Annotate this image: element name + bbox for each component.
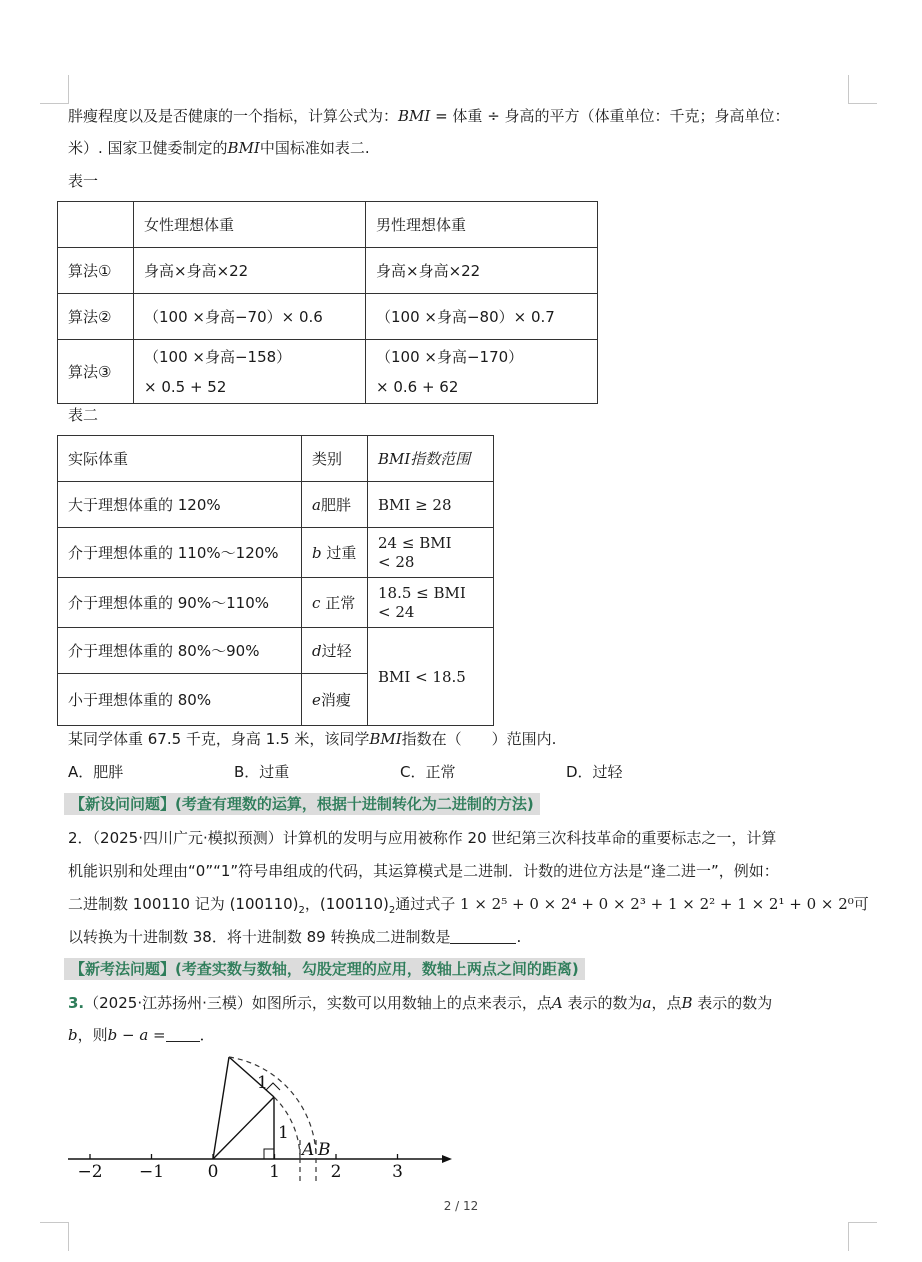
section-heading: 【新考法问题】(考查实数与数轴，勾股定理的应用，数轴上两点之间的距离)	[64, 958, 585, 980]
table-cell: 算法②	[58, 294, 134, 340]
option-c: C．正常	[400, 763, 456, 781]
hypotenuse-line	[213, 1097, 274, 1159]
label-top-leg: 1	[257, 1073, 268, 1093]
table-cell: 介于理想体重的 90%～110%	[58, 578, 302, 628]
intro-line-1: 胖瘦程度以及是否健康的一个指标，计算公式为：BMI = 体重 ÷ 身高的平方（体重单位：千克；身高单位：	[68, 107, 790, 125]
section-heading: 【新设问问题】(考查有理数的运算，根据十进制转化为二进制的方法)	[64, 793, 540, 815]
tick-label: −1	[138, 1162, 165, 1182]
question-3-line-1: 3.（2025·江苏扬州·三模）如图所示，实数可以用数轴上的点来表示，点A 表示的数为a，点B 表示的数为	[68, 994, 773, 1012]
table-cell: （100 ×身高−158） × 0.5 + 52	[134, 340, 366, 404]
table-cell: 实际体重	[58, 436, 302, 482]
table1-label: 表一	[68, 172, 99, 190]
table-cell: 18.5 ≤ BMI < 24	[368, 578, 494, 628]
long-hypotenuse-line	[213, 1057, 229, 1159]
question-2-line-3: 二进制数 100110 记为 $(100110)_2$，$(100110)_2$通过式子 1 × 2⁵ + 0 × 2⁴ + 0 × 2³ + 1 × 2² + 1 × 2¹ + 0 × 2⁰可	[68, 895, 869, 916]
table2-label: 表二	[68, 406, 99, 424]
tick-label: 2	[330, 1162, 342, 1182]
tick-label: −2	[77, 1162, 103, 1182]
table-cell: （100 ×身高−170） × 0.6 + 62	[366, 340, 598, 404]
right-angle-mark	[264, 1149, 274, 1159]
option-d: D．过轻	[566, 763, 623, 781]
option-b: B．过重	[234, 763, 290, 781]
table-cell: 小于理想体重的 80%	[58, 674, 302, 726]
label-point-b: B	[318, 1140, 331, 1160]
table-cell: e消瘦	[302, 674, 368, 726]
intro-line-2: 米）. 国家卫健委制定的BMI中国标准如表二.	[68, 139, 370, 157]
label-side-leg: 1	[278, 1123, 289, 1143]
right-angle-mark	[266, 1083, 280, 1090]
axis-arrow	[442, 1155, 452, 1163]
table-cell: 算法③	[58, 340, 134, 404]
table-cell: d过轻	[302, 628, 368, 674]
table-cell: 身高×身高×22	[134, 248, 366, 294]
table-cell: 身高×身高×22	[366, 248, 598, 294]
table-cell: 算法①	[58, 248, 134, 294]
table-cell: 24 ≤ BMI < 28	[368, 528, 494, 578]
table-cell: （100 ×身高−80）× 0.7	[366, 294, 598, 340]
table-cell: BMI指数范围	[368, 436, 494, 482]
table-cell: b 过重	[302, 528, 368, 578]
table-cell: （100 ×身高−70）× 0.6	[134, 294, 366, 340]
table-cell: 类别	[302, 436, 368, 482]
table-cell: 大于理想体重的 120%	[58, 482, 302, 528]
question-1-stem: 某同学体重 67.5 千克，身高 1.5 米，该同学BMI指数在（ ）范围内.	[68, 730, 557, 748]
question-2-line-1: 2．（2025·四川广元·模拟预测）计算机的发明与应用被称作 20 世纪第三次科技革命的重要标志之一，计算	[68, 829, 777, 847]
question-2-line-4: 以转换为十进制数 38．将十进制数 89 转换成二进制数是 .	[68, 928, 522, 946]
tick-label: 0	[207, 1162, 219, 1182]
question-3-line-2: b，则b − a = ．	[68, 1026, 215, 1044]
question-2-line-2: 机能识别和处理由“0”“1”符号串组成的代码，其运算模式是二进制．计数的进位方法是“逢二进一”，例如：	[68, 862, 779, 880]
table-cell: c 正常	[302, 578, 368, 628]
table-cell: BMI < 18.5	[368, 628, 494, 726]
tick-label: 1	[269, 1162, 280, 1182]
label-point-a: A	[302, 1140, 315, 1160]
table-cell: 介于理想体重的 80%～90%	[58, 628, 302, 674]
tick-label: 3	[392, 1162, 403, 1182]
option-a: A．肥胖	[68, 763, 124, 781]
table-cell: 男性理想体重	[366, 202, 598, 248]
table-cell: 女性理想体重	[134, 202, 366, 248]
page-number: 2 / 12	[443, 1199, 479, 1213]
table-cell: 介于理想体重的 110%～120%	[58, 528, 302, 578]
table-cell: BMI ≥ 28	[368, 482, 494, 528]
table-cell: a肥胖	[302, 482, 368, 528]
